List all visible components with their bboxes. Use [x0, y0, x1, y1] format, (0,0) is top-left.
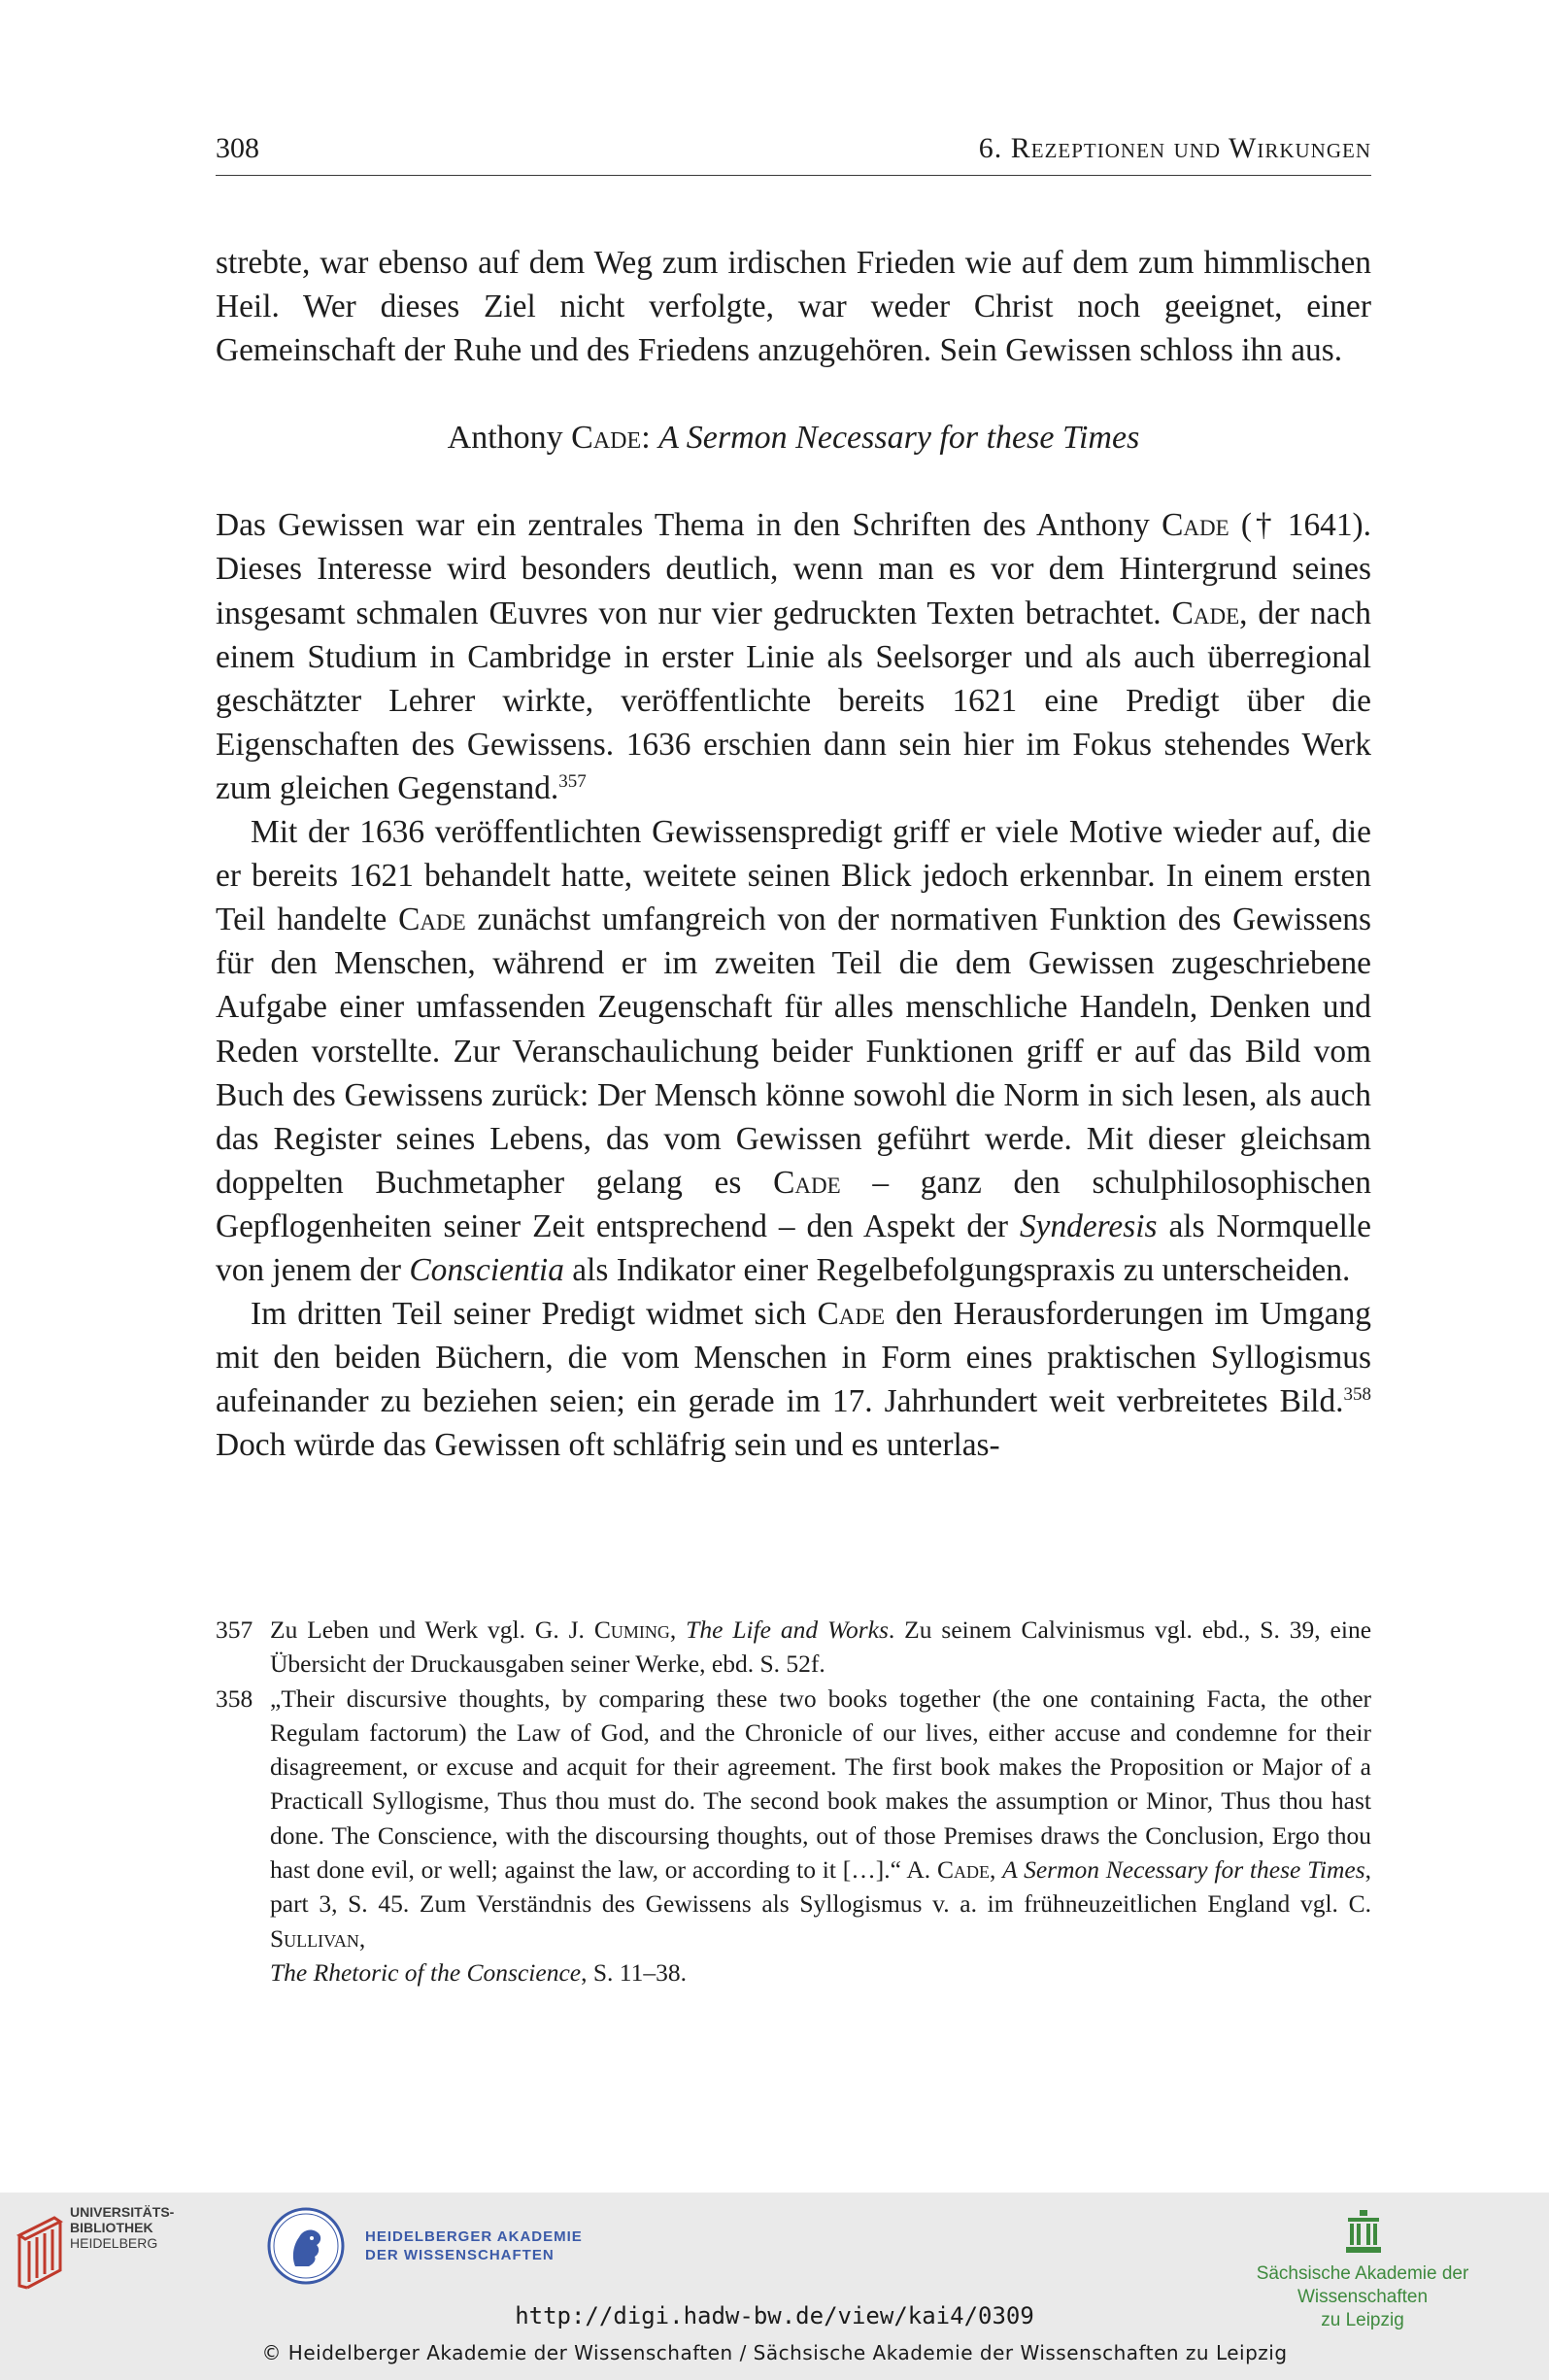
- text-run: ,: [358, 1923, 366, 1953]
- ub-line: BIBLIOTHEK: [70, 2220, 153, 2235]
- text-run: Doch würde das Gewissen oft schläfrig sein und es unterlas-: [216, 1427, 1000, 1464]
- running-head-number: 6.: [978, 132, 1003, 164]
- permalink-url[interactable]: http://digi.hadw-bw.de/view/kai4/0309: [515, 2302, 1034, 2329]
- section-heading: [216, 416, 1371, 459]
- text-run: als Indikator einer Regelbefolgungspraxis zu unterscheiden.: [572, 1251, 1351, 1288]
- hadw-line: HEIDELBERGER AKADEMIE: [365, 2228, 583, 2245]
- footnote-ref-357[interactable]: 357: [558, 770, 587, 792]
- work-title: The Life and Works: [686, 1615, 889, 1644]
- work-title: A Sermon Necessary for these Times: [1002, 1855, 1365, 1885]
- text-run: Das Gewissen war ein zentrales Thema in den Schriften des Anthony: [216, 507, 1150, 544]
- copyright-notice: © Heidelberger Akademie der Wissenschaften / Sächsische Akademie der Wissenschaften zu Leipzig: [261, 2341, 1288, 2364]
- footnote-number: 358: [216, 1683, 253, 1713]
- paragraph-4: [216, 1292, 1371, 1467]
- author-name: Cade: [1162, 507, 1229, 544]
- footnote-number: 357: [216, 1615, 253, 1644]
- ub-heidelberg-label: [70, 2204, 174, 2251]
- text-run: Mit der 1636 veröffentlichten Gewissenspredigt griff er viele Motive wieder auf, die er bereits 1621 behandelt hatte, weitete seinen Blick jedoch erkennbar. In einem ersten Teil handelte: [216, 814, 1371, 938]
- saxon-academy-building-icon[interactable]: [1346, 2210, 1381, 2255]
- author-name: Cade: [773, 1164, 841, 1201]
- ub-line: HEIDELBERG: [70, 2235, 158, 2251]
- hadw-line: DER WISSENSCHAFTEN: [365, 2247, 555, 2263]
- text-run: ,: [989, 1855, 996, 1885]
- hadw-emblem-icon[interactable]: [266, 2206, 346, 2286]
- text-run: ,: [669, 1615, 677, 1644]
- ub-line: UNIVERSITÄTS-: [70, 2204, 175, 2220]
- author-name: Cuming: [593, 1615, 670, 1644]
- text-run: – ganz den schulphilosophischen Gepflogenheiten seiner Zeit entsprechend – den Aspekt der: [216, 1164, 1371, 1244]
- paragraph-2: [216, 503, 1371, 810]
- author-name: Cade: [817, 1296, 886, 1333]
- heading-work-title: A Sermon Necessary for these Times: [658, 420, 1140, 457]
- page-number: 308: [216, 132, 259, 164]
- text-run: als Normquelle von jenem der: [216, 1207, 1371, 1288]
- text-run: , der nach einem Studium in Cambridge in erster Linie als Seelsorger und als auch überregional geschätzter Lehrer wirkte, veröffentlichte bereits 1621 eine Predigt über die Eigenschaften des Gewissens. 1636 erschien dann sein hier im Fokus stehendes Werk zum gleichen Gegenstand.: [216, 595, 1371, 806]
- text-run: zunächst umfangreich von der normativen Funktion des Gewissens für den Menschen, während er im zweiten Teil die dem Gewissen zugeschriebene Aufgabe einer umfassenden Zeugenschaft für alles menschliche Handeln, Denken und Reden vorstellte. Zur Veranschaulichung beider Funktionen griff er auf das Bild vom Buch des Gewissens zurück: Der Mensch könne sowohl die Norm in sich lesen, als auch das Register seines Lebens, das vom Gewissen geführt werde. Mit dieser gleichsam doppelten Buchmetapher gelang es: [216, 901, 1371, 1201]
- text-run: Im dritten Teil seiner Predigt widmet sich: [251, 1296, 807, 1333]
- running-head: [979, 132, 1371, 165]
- author-name: Sullivan: [270, 1923, 359, 1953]
- heading-separator: :: [641, 420, 651, 457]
- text-run: , part 3, S. 45. Zum Verständnis des Gewissens als Syllogismus v. a. im frühneuzeitlichen England vgl. C.: [270, 1855, 1372, 1919]
- paragraph-3: [216, 810, 1371, 1292]
- saxon-line: Sächsische Akademie der Wissenschaften: [1256, 2263, 1469, 2307]
- main-text: [216, 241, 1371, 1467]
- text-run: . Zu seinem Calvinismus vgl. ebd., S. 39, eine Übersicht der Druckausgaben seiner Werke, ebd. S. 52f.: [270, 1615, 1372, 1679]
- author-name: Cade: [1171, 595, 1240, 631]
- footnote-358: [216, 1682, 1371, 1990]
- author-name: Cade: [936, 1855, 990, 1885]
- author-name: Cade: [398, 901, 466, 938]
- work-title: The Rhetoric of the Conscience: [270, 1957, 582, 1987]
- hadw-label: [365, 2227, 583, 2264]
- footnotes: [216, 1613, 1371, 1989]
- text-run: († 1641). Dieses Interesse wird besonders deutlich, wenn man es vor dem Hintergrund seines insgesamt schmalen Œuvres von nur vier gedruckten Texten betrachtet.: [216, 507, 1371, 631]
- term-synderesis: Synderesis: [1019, 1207, 1158, 1244]
- term-conscientia: Conscientia: [409, 1251, 564, 1288]
- heading-surname: Cade: [571, 420, 642, 457]
- text-run: Zu Leben und Werk vgl. G. J.: [270, 1615, 585, 1644]
- footer-bar: [0, 2193, 1549, 2380]
- heading-firstname: Anthony: [447, 420, 563, 457]
- paragraph-1: [216, 241, 1371, 372]
- page-header: [216, 128, 1371, 176]
- paragraph-1-text: strebte, war ebenso auf dem Weg zum irdischen Frieden wie auf dem zum himmlischen Heil. Wer dieses Ziel nicht verfolgte, war weder Christ noch geeignet, einer Gemeinschaft der Ruhe und des Friedens anzugehören. Sein Gewissen schloss ihn aus.: [216, 245, 1371, 369]
- text-run: , S. 11–38.: [581, 1957, 687, 1987]
- footnote-357: [216, 1613, 1371, 1682]
- text-run: „Their discursive thoughts, by comparing these two books together (the one containing Facta, the other Regulam factorum) the Law of God, and the Chronicle of our lives, either accuse and condemne for their disagreement, or excuse and acquit for their agreement. The first book makes the Proposition or Major of a Practicall Syllogisme, Thus thou must do. The second book makes the assumption or Minor, Thus thou hast done. The Conscience, with the discoursing thoughts, out of those Premises draws the Conclusion, Ergo thou hast done evil, or well; against the law, or according to it […].“ A.: [270, 1683, 1371, 1885]
- saxon-line: zu Leipzig: [1321, 2310, 1404, 2330]
- footnote-ref-358[interactable]: 358: [1343, 1384, 1371, 1406]
- text-run: den Herausforderungen im Umgang mit den beiden Büchern, die vom Menschen in Form eines praktischen Syllogismus aufeinander zu beziehen seien; ein gerade im 17. Jahrhundert weit verbreitetes Bild.: [216, 1296, 1371, 1420]
- running-head-title: Rezeptionen und Wirkungen: [1010, 132, 1371, 164]
